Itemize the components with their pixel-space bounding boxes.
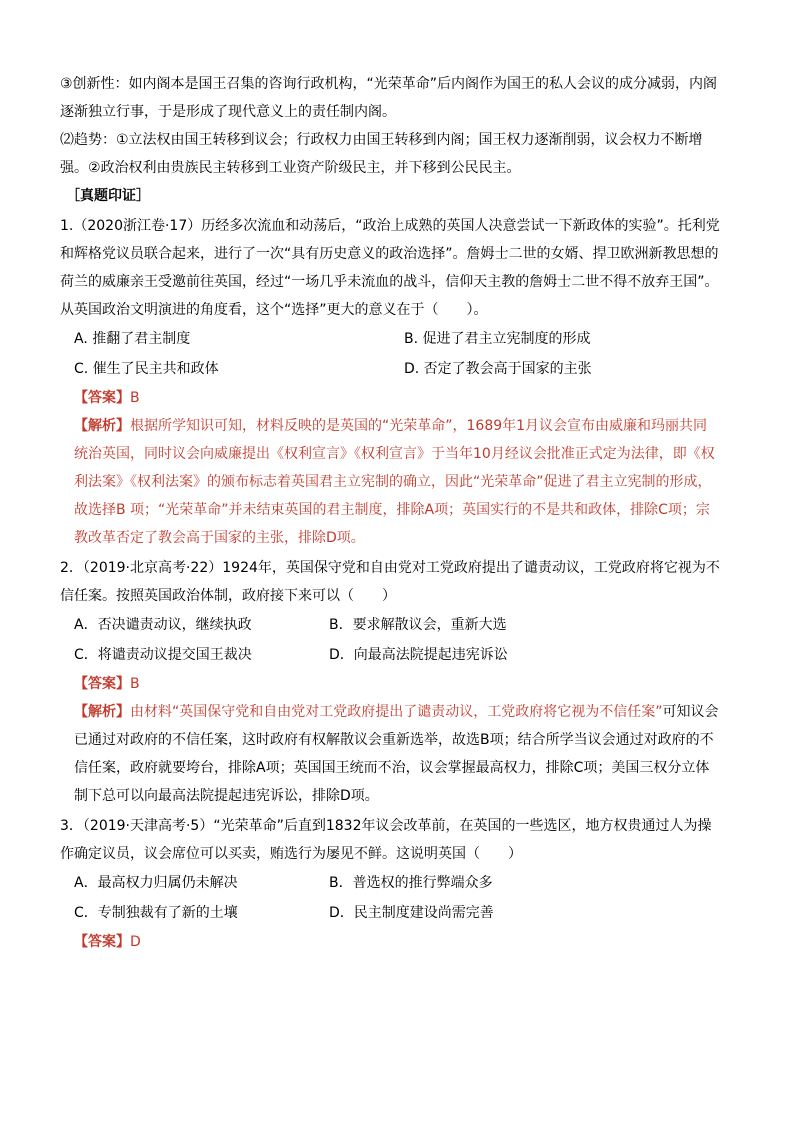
analysis-label: 【解析】 bbox=[74, 418, 130, 434]
answer-value: D bbox=[130, 934, 141, 950]
question-2-option-a: A．否决谴责动议，继续执政 bbox=[74, 617, 252, 633]
analysis-text: 可知议会已通过对政府的不信任案，这时政府有权解散议会重新选举，故选B项；结合所学当议会通过对政府的不信任案，政府就要垮台，排除A项；英国国王统而不治，议会掌握最高权力，排除C项；美国三权分立体制下总可以向最高法院提起违宪诉讼，排除D项。 bbox=[74, 704, 719, 804]
question-1-option-b: B. 促进了君主立宪制度的形成 bbox=[404, 331, 591, 347]
question-1-analysis bbox=[74, 412, 720, 552]
question-3-option-b: B．普选权的推行弊端众多 bbox=[329, 875, 493, 891]
question-2-stem: 2．（2019·北京高考·22）1924年，英国保守党和自由党对工党政府提出了谴责动议，工党政府将它视为不信任案。按照英国政治体制，政府接下来可以（ ） bbox=[60, 560, 720, 604]
answer-value: B bbox=[130, 390, 140, 406]
question-1-option-a: A. 推翻了君主制度 bbox=[74, 331, 191, 347]
question-1-option-d: D. 否定了教会高于国家的主张 bbox=[404, 361, 592, 377]
question-2-options bbox=[60, 610, 720, 670]
question-1-options bbox=[60, 324, 720, 384]
question-1-answer bbox=[74, 384, 720, 412]
question-3-option-d: D．民主制度建设尚需完善 bbox=[329, 905, 494, 921]
answer-label: 【答案】 bbox=[74, 390, 130, 406]
section-title: ［真题印证］ bbox=[66, 188, 150, 204]
intro-paragraph-1: ③创新性：如内阁本是国王召集的咨询行政机构，“光荣革命”后内阁作为国王的私人会议的成分减弱，内阁逐渐独立行事，于是形成了现代意义上的责任制内阁。 bbox=[60, 76, 718, 120]
question-2-analysis bbox=[74, 698, 720, 810]
question-1-stem: 1.（2020浙江卷·17）历经多次流血和动荡后，“政治上成熟的英国人决意尝试一下新政体的实验”。托利党和辉格党议员联合起来，进行了一次“具有历史意义的政治选择”。詹姆士二世的女婿、捍卫欧洲新教思想的荷兰的威廉亲王受邀前往英国，经过“一场几乎未流血的战斗，信仰天主教的詹姆士二世不得不放弃王国”。从英国政治文明演进的角度看，这个“选择”更大的意义在于（ ）。 bbox=[60, 218, 720, 318]
question-2-option-c: C．将谴责动议提交国王裁决 bbox=[74, 647, 252, 663]
answer-label: 【答案】 bbox=[74, 934, 130, 950]
question-3-options bbox=[60, 868, 720, 928]
analysis-label: 【解析】 bbox=[74, 704, 130, 720]
question-3-option-c: C．专制独裁有了新的土壤 bbox=[74, 905, 238, 921]
answer-label: 【答案】 bbox=[74, 676, 130, 692]
analysis-quote: 由材料“英国保守党和自由党对工党政府提出了谴责动议，工党政府将它视为不信任案” bbox=[130, 704, 663, 720]
question-3-answer bbox=[74, 928, 720, 956]
analysis-text: 根据所学知识可知，材料反映的是英国的“光荣革命”，1689年1月议会宣布由威廉和玛丽共同统治英国，同时议会向威廉提出《权利宣言》《权利宣言》于当年10月经议会批准正式定为法律，即《权利法案》《权利法案》的颁布标志着英国君主立宪制的确立，因此“光荣革命”促进了君主立宪制的形成，故选择B 项；“光荣革命”并未结束英国的君主制度，排除A项；英国实行的不是共和政体，排除C项；宗教改革否定了教会高于国家的主张，排除D项。 bbox=[74, 418, 715, 546]
question-3-option-a: A．最高权力归属仍未解决 bbox=[74, 875, 238, 891]
question-2-option-d: D．向最高法院提起违宪诉讼 bbox=[329, 647, 508, 663]
question-1-option-c: C. 催生了民主共和政体 bbox=[74, 361, 219, 377]
document-page bbox=[60, 70, 720, 956]
intro-paragraph-2: ⑵趋势：①立法权由国王转移到议会；行政权力由国王转移到内阁；国王权力逐渐削弱，议会权力不断增强。②政治权利由贵族民主转移到工业资产阶级民主，并下移到公民民主。 bbox=[60, 132, 703, 176]
answer-value: B bbox=[130, 676, 140, 692]
question-2-option-b: B．要求解散议会，重新大选 bbox=[329, 617, 507, 633]
question-2-answer bbox=[74, 670, 720, 698]
question-3-stem: 3．（2019·天津高考·5）“光荣革命”后直到1832年议会改革前，在英国的一些选区，地方权贵通过人为操作确定议员，议会席位可以买卖，贿选行为屡见不鲜。这说明英国（ ） bbox=[60, 818, 712, 862]
